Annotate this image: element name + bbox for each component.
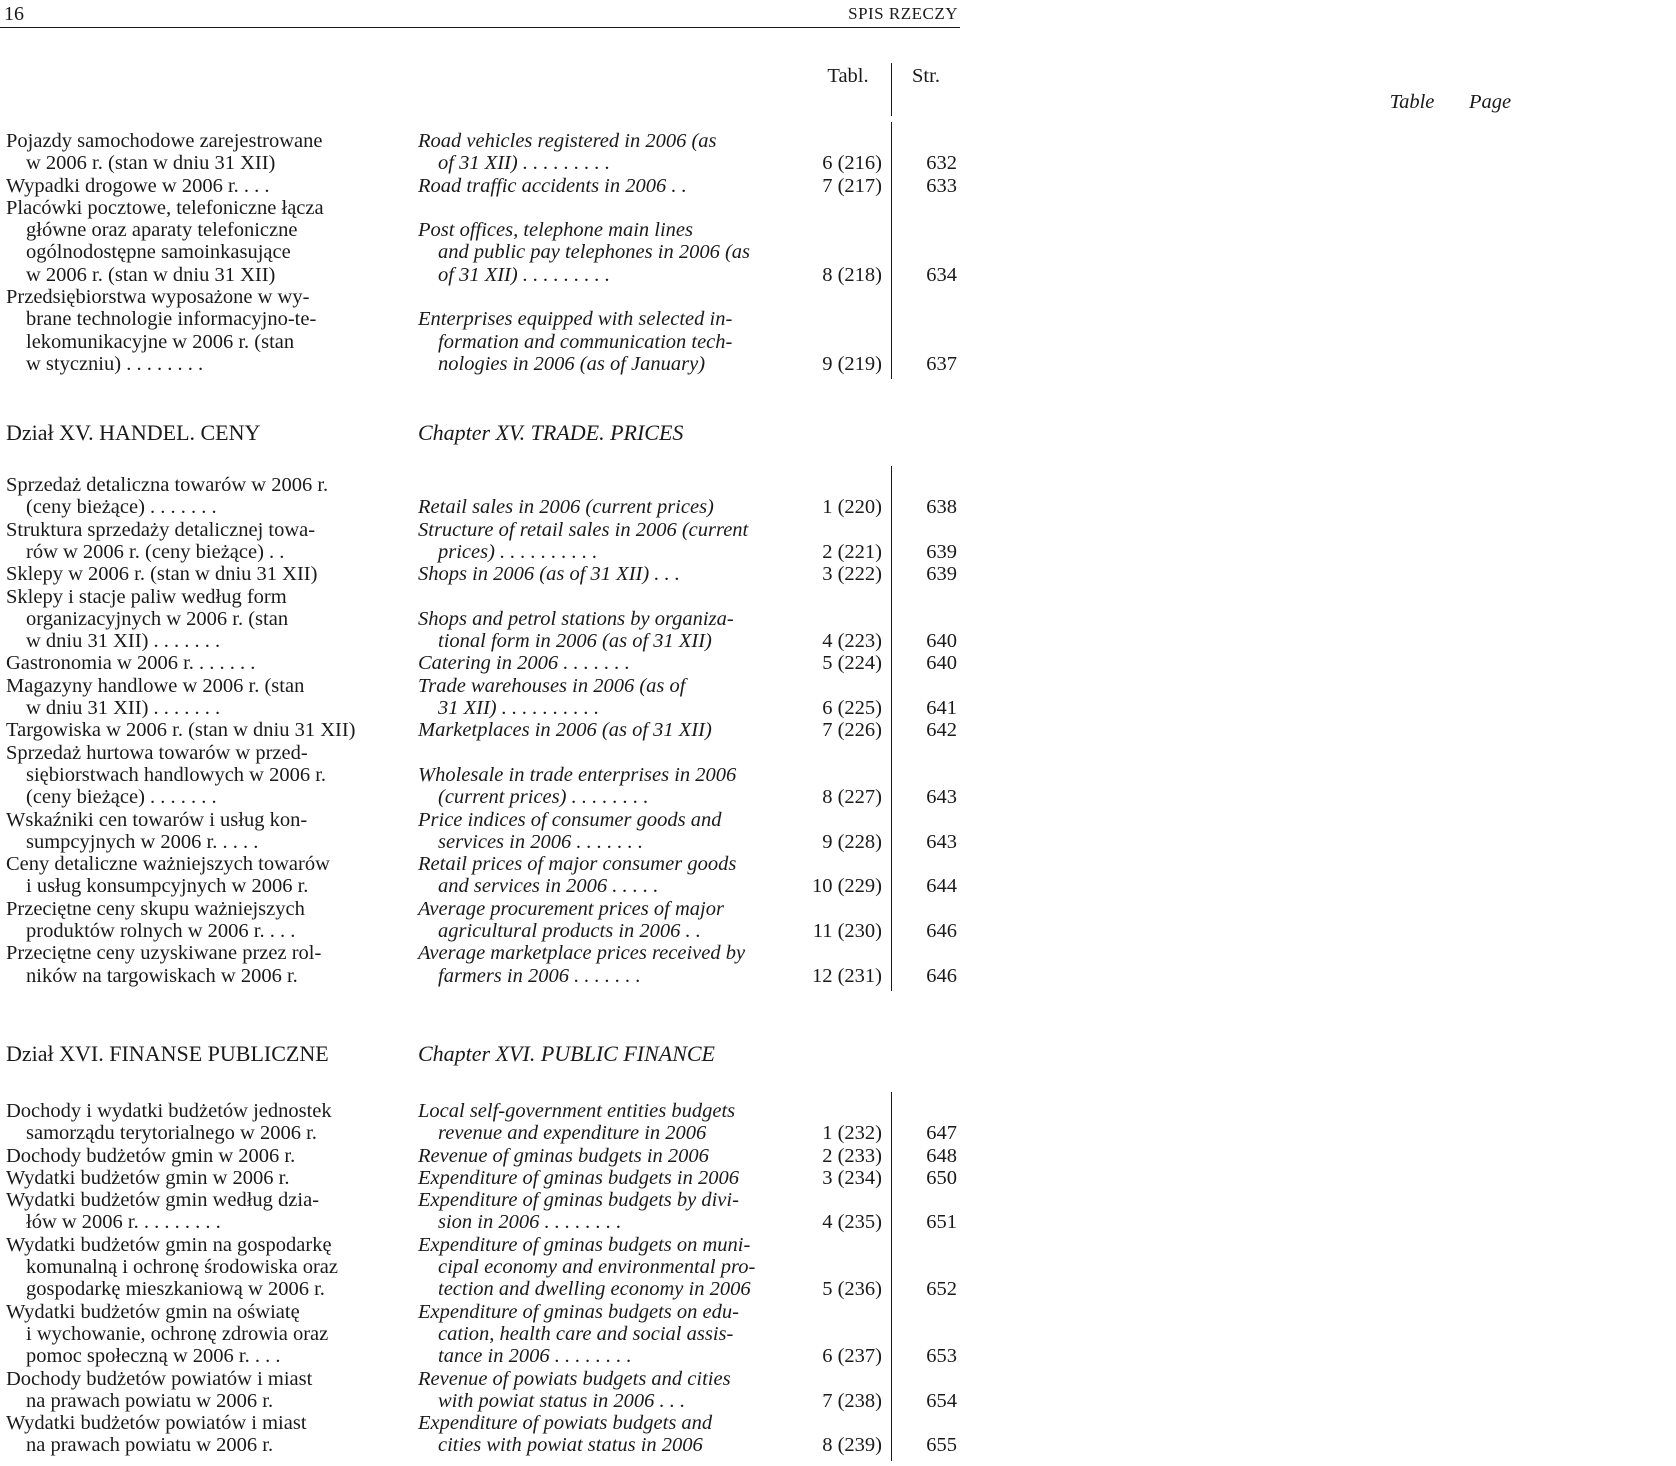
entry-title-en <box>418 809 790 854</box>
entry-title-pl <box>6 1234 376 1301</box>
table-heading-en: Table <box>1389 91 1435 113</box>
section-title-pl: Dział XV. HANDEL. CENY <box>6 420 261 445</box>
entry-title-en-line: Road vehicles registered in 2006 (as <box>418 130 717 152</box>
entry-title-en-line: Enterprises equipped with selected in- <box>418 308 733 331</box>
entry-title-en-line: 31 XII) . . . . . . . . . . <box>438 696 600 719</box>
entry-title-en <box>418 586 790 653</box>
entry-title-pl-line: ników na targowiskach w 2006 r. <box>26 964 298 987</box>
entry-title-pl <box>6 1301 376 1368</box>
entry-title-pl-line: i usług konsumpcyjnych w 2006 r. <box>26 875 309 898</box>
entry-title-pl <box>6 586 376 653</box>
entry-title-pl-line: Magazyny handlowe w 2006 r. (stan <box>6 674 305 697</box>
entry-title-en <box>418 675 790 720</box>
running-title: SPIS RZECZY <box>848 4 958 23</box>
entry-title-en-line: Average procurement prices of major <box>418 897 724 920</box>
page-reference: 650 <box>926 1166 957 1189</box>
table-number: 8 (218) <box>822 263 882 286</box>
entry-title-pl-line: samorządu terytorialnego w 2006 r. <box>26 1122 317 1145</box>
entry-title-en <box>418 197 790 286</box>
entry-title-pl-line: Targowiska w 2006 r. (stan w dniu 31 XII) <box>6 719 356 742</box>
entry-title-en-line: and services in 2006 . . . . . <box>438 875 659 898</box>
entry-title-en-line: Marketplaces in 2006 (as of 31 XII) <box>418 719 712 742</box>
entry-title-en-line: services in 2006 . . . . . . . <box>438 830 643 853</box>
page-reference: 643 <box>926 786 957 809</box>
entry-title-en <box>418 1189 790 1234</box>
page-reference: 634 <box>926 263 957 286</box>
entry-title-pl-line: Przedsiębiorstwa wyposażone w wy- <box>6 286 310 309</box>
entry-title-en-line: Trade warehouses in 2006 (as of <box>418 674 686 697</box>
toc-entry[interactable] <box>0 1189 960 1234</box>
entry-title-pl-line: w styczniu) . . . . . . . . <box>26 352 204 375</box>
page-reference: 647 <box>926 1122 957 1145</box>
entry-title-en-line <box>418 286 790 308</box>
entry-title-en-line: Average marketplace prices received by <box>418 942 746 965</box>
entry-title-en-line: Retail prices of major consumer goods <box>418 853 737 876</box>
entry-title-en <box>418 853 790 898</box>
entry-title-en-line: Local self-government entities budgets <box>418 1100 736 1122</box>
entry-title-pl <box>6 742 376 809</box>
entry-title-en-line: Road traffic accidents in 2006 . . <box>418 174 687 197</box>
entry-title-pl-line: Sprzedaż hurtowa towarów w przed- <box>6 741 308 764</box>
page-reference: 646 <box>926 964 957 987</box>
column-divider <box>891 63 892 116</box>
entry-title-en <box>418 175 790 197</box>
entry-title-en <box>418 652 790 674</box>
entry-title-en <box>418 1145 790 1167</box>
entry-title-en-line: sion in 2006 . . . . . . . . <box>438 1211 622 1234</box>
table-heading-pl: Tabl. <box>827 65 869 87</box>
entry-title-pl-line: lekomunikacyjne w 2006 r. (stan <box>26 330 295 353</box>
entry-title-pl <box>6 719 376 741</box>
entry-title-en-line: Post offices, telephone main lines <box>418 219 693 242</box>
table-number: 1 (220) <box>822 496 882 519</box>
table-number: 6 (216) <box>822 152 882 175</box>
entry-title-en-line: tance in 2006 . . . . . . . . <box>438 1345 632 1368</box>
table-number: 8 (239) <box>822 1434 882 1457</box>
entry-title-pl-line: Pojazdy samochodowe zarejestrowane <box>6 130 323 152</box>
entry-title-pl-line: Struktura sprzedaży detalicznej towa- <box>6 518 316 541</box>
column-divider <box>891 122 892 379</box>
page-reference: 651 <box>926 1211 957 1234</box>
table-number: 3 (234) <box>822 1166 882 1189</box>
entry-title-pl-line: rów w 2006 r. (ceny bieżące) . . <box>26 540 285 563</box>
entry-title-pl <box>6 474 376 519</box>
entry-title-en-line: farmers in 2006 . . . . . . . <box>438 964 641 987</box>
entry-title-pl-line: Gastronomia w 2006 r. . . . . . . <box>6 652 256 675</box>
entry-title-en-line: Revenue of powiats budgets and cities <box>418 1367 731 1390</box>
table-number: 7 (226) <box>822 719 882 742</box>
toc-entry[interactable] <box>0 286 960 375</box>
entry-title-pl <box>6 1100 376 1145</box>
page-reference: 640 <box>926 652 957 675</box>
entry-title-en-line: Shops in 2006 (as of 31 XII) . . . <box>418 563 680 586</box>
entry-title-pl-line: łów w 2006 r. . . . . . . . . <box>26 1211 221 1234</box>
entry-title-pl-line: Sklepy i stacje paliw według form <box>6 585 287 608</box>
page-heading-pl: Str. <box>912 65 940 87</box>
entry-title-pl-line: Sklepy w 2006 r. (stan w dniu 31 XII) <box>6 563 318 586</box>
entry-title-pl-line: komunalną i ochronę środowiska oraz <box>26 1256 338 1279</box>
table-number: 8 (227) <box>822 786 882 809</box>
entry-title-en-line: Structure of retail sales in 2006 (current <box>418 518 749 541</box>
entry-title-pl <box>6 652 376 674</box>
page-reference: 644 <box>926 875 957 898</box>
table-number: 5 (236) <box>822 1278 882 1301</box>
toc-entry[interactable] <box>0 898 960 943</box>
entry-title-pl-line: na prawach powiatu w 2006 r. <box>26 1389 274 1412</box>
page-reference: 648 <box>926 1144 957 1167</box>
entry-title-en-line <box>418 474 790 496</box>
toc-entry[interactable] <box>0 586 960 653</box>
section-title-en: Chapter XVI. PUBLIC FINANCE <box>418 1041 715 1066</box>
page-reference: 653 <box>926 1345 957 1368</box>
entry-title-en-line: cities with powiat status in 2006 <box>438 1434 703 1457</box>
page-reference: 641 <box>926 696 957 719</box>
entry-title-pl <box>6 1167 376 1189</box>
entry-title-en-line: Expenditure of gminas budgets in 2006 <box>418 1166 739 1189</box>
toc-entry[interactable] <box>0 1167 960 1189</box>
section-title-pl: Dział XVI. FINANSE PUBLICZNE <box>6 1041 329 1066</box>
entry-title-pl-line: Przeciętne ceny uzyskiwane przez rol- <box>6 942 322 965</box>
entry-title-pl-line: Wskaźniki cen towarów i usług kon- <box>6 808 308 831</box>
entry-title-en-line: with powiat status in 2006 . . . <box>438 1389 686 1412</box>
entry-title-en-line: Catering in 2006 . . . . . . . <box>418 652 630 675</box>
entry-title-en-line: Retail sales in 2006 (current prices) <box>418 496 714 519</box>
entry-title-en-line <box>418 197 790 219</box>
entry-title-pl <box>6 942 376 987</box>
entry-title-pl-line: w 2006 r. (stan w dniu 31 XII) <box>26 263 276 286</box>
entry-title-pl <box>6 286 376 375</box>
table-number: 3 (222) <box>822 563 882 586</box>
entry-title-pl-line: sumpcyjnych w 2006 r. . . . . <box>26 830 259 853</box>
entry-title-pl-line: w 2006 r. (stan w dniu 31 XII) <box>26 152 276 175</box>
entry-title-en-line: Expenditure of gminas budgets on edu- <box>418 1300 739 1323</box>
page-reference: 643 <box>926 830 957 853</box>
entry-title-pl-line: Wydatki budżetów gmin na oświatę <box>6 1300 300 1323</box>
entry-title-en-line: cation, health care and social assis- <box>438 1322 734 1345</box>
entry-title-pl-line: w dniu 31 XII) . . . . . . . <box>26 696 221 719</box>
entry-title-en-line: Price indices of consumer goods and <box>418 808 722 831</box>
entry-title-pl-line: Przeciętne ceny skupu ważniejszych <box>6 897 305 920</box>
entry-title-pl-line: pomoc społeczną w 2006 r. . . . <box>26 1345 281 1368</box>
entry-title-pl <box>6 809 376 854</box>
page-heading-en: Page <box>1468 91 1512 113</box>
entry-title-en-line: Wholesale in trade enterprises in 2006 <box>418 763 737 786</box>
page-reference: 646 <box>926 919 957 942</box>
table-number: 7 (238) <box>822 1389 882 1412</box>
entry-title-en <box>418 1301 790 1368</box>
table-number: 6 (237) <box>822 1345 882 1368</box>
entry-title-en <box>418 1100 790 1145</box>
table-number: 2 (221) <box>822 540 882 563</box>
entry-title-pl-line: Wydatki budżetów powiatów i miast <box>6 1412 307 1435</box>
entry-title-en <box>418 898 790 943</box>
column-headings <box>0 63 1512 113</box>
entry-title-pl-line: brane technologie informacyjno-te- <box>26 308 317 331</box>
toc-entry[interactable] <box>0 809 960 854</box>
entry-title-en <box>418 719 790 741</box>
toc-entry[interactable] <box>0 1368 960 1413</box>
table-number: 10 (229) <box>811 875 882 898</box>
entry-title-pl <box>6 175 376 197</box>
toc-entry[interactable] <box>0 942 960 987</box>
entry-title-pl-line: Sprzedaż detaliczna towarów w 2006 r. <box>6 474 329 496</box>
entry-title-pl-line: Wydatki budżetów gmin na gospodarkę <box>6 1233 332 1256</box>
entry-title-pl <box>6 563 376 585</box>
entry-title-en <box>418 942 790 987</box>
entry-title-en-line: Expenditure of powiats budgets and <box>418 1412 713 1435</box>
entry-title-en-line: of 31 XII) . . . . . . . . . <box>438 152 610 175</box>
page-number: 16 <box>4 3 24 25</box>
page-reference: 654 <box>926 1389 957 1412</box>
entry-title-en-line: agricultural products in 2006 . . <box>438 919 701 942</box>
page-reference: 632 <box>926 152 957 175</box>
table-number: 6 (225) <box>822 696 882 719</box>
entry-title-pl-line: siębiorstwach handlowych w 2006 r. <box>26 763 327 786</box>
entry-title-en-line: formation and communication tech- <box>438 330 733 353</box>
entry-title-pl <box>6 1189 376 1234</box>
entry-title-en <box>418 742 790 809</box>
entry-title-en <box>418 130 790 175</box>
entry-title-pl-line: produktów rolnych w 2006 r. . . . <box>26 919 296 942</box>
toc-entry[interactable] <box>0 1234 960 1301</box>
entry-title-pl <box>6 1145 376 1167</box>
entry-title-en <box>418 1368 790 1413</box>
toc-entry[interactable] <box>0 519 960 564</box>
table-number: 4 (235) <box>822 1211 882 1234</box>
column-divider <box>891 1092 892 1461</box>
table-number: 1 (232) <box>822 1122 882 1145</box>
page-reference: 652 <box>926 1278 957 1301</box>
entry-title-en <box>418 519 790 564</box>
entry-title-en-line: Expenditure of gminas budgets by divi- <box>418 1189 739 1212</box>
toc-entry[interactable] <box>0 175 960 197</box>
toc-entry[interactable] <box>0 1100 960 1145</box>
page-reference: 639 <box>926 563 957 586</box>
entry-title-pl-line: Wydatki budżetów gmin według dzia- <box>6 1189 320 1212</box>
entry-title-en-line: Revenue of gminas budgets in 2006 <box>418 1144 709 1167</box>
entry-title-en-line: nologies in 2006 (as of January) <box>438 352 706 375</box>
table-number: 9 (228) <box>822 830 882 853</box>
entry-title-en-line: of 31 XII) . . . . . . . . . <box>438 263 610 286</box>
entry-title-pl-line: i wychowanie, ochronę zdrowia oraz <box>26 1322 329 1345</box>
entry-title-pl-line: ogólnodostępne samoinkasujące <box>26 241 291 264</box>
entry-title-pl-line: główne oraz aparaty telefoniczne <box>26 219 298 242</box>
entry-title-en <box>418 1412 790 1457</box>
entry-title-pl-line: gospodarkę mieszkaniową w 2006 r. <box>26 1278 325 1301</box>
entry-title-en-line: and public pay telephones in 2006 (as <box>438 241 751 264</box>
toc-entry[interactable] <box>0 1301 960 1368</box>
entry-title-pl <box>6 197 376 286</box>
entry-title-pl-line: w dniu 31 XII) . . . . . . . <box>26 630 221 653</box>
column-divider <box>891 466 892 991</box>
entry-title-en <box>418 563 790 585</box>
entry-title-pl <box>6 519 376 564</box>
page-reference: 638 <box>926 496 957 519</box>
toc-entry[interactable] <box>0 675 960 720</box>
entry-title-en-line: Expenditure of gminas budgets on muni- <box>418 1233 751 1256</box>
entry-title-en <box>418 474 790 519</box>
entry-title-pl <box>6 898 376 943</box>
entry-title-en-line: tection and dwelling economy in 2006 <box>438 1278 751 1301</box>
section-title-en: Chapter XV. TRADE. PRICES <box>418 420 684 445</box>
page-reference: 637 <box>926 352 957 375</box>
entry-title-en-line <box>418 586 790 608</box>
table-number: 7 (217) <box>822 174 882 197</box>
page-header <box>0 0 960 30</box>
toc-entry[interactable] <box>0 474 960 519</box>
table-number: 9 (219) <box>822 352 882 375</box>
entry-title-pl-line: organizacyjnych w 2006 r. (stan <box>26 607 289 630</box>
table-number: 11 (230) <box>812 919 882 942</box>
toc-entry[interactable] <box>0 652 960 674</box>
entry-title-pl <box>6 130 376 175</box>
entry-title-en-line: Shops and petrol stations by organiza- <box>418 607 734 630</box>
toc-entry[interactable] <box>0 130 960 175</box>
entry-title-pl-line: Wydatki budżetów gmin w 2006 r. <box>6 1166 290 1189</box>
page-reference: 640 <box>926 630 957 653</box>
page-reference: 639 <box>926 540 957 563</box>
toc-entry[interactable] <box>0 742 960 809</box>
table-number: 4 (223) <box>822 630 882 653</box>
toc-entry[interactable] <box>0 197 960 286</box>
entry-title-pl <box>6 1412 376 1457</box>
entry-title-en-line <box>418 742 790 764</box>
entry-title-pl-line: Wypadki drogowe w 2006 r. . . . <box>6 174 270 197</box>
entry-title-en <box>418 1167 790 1189</box>
entry-title-en-line: tional form in 2006 (as of 31 XII) <box>438 630 712 653</box>
page-reference: 655 <box>926 1434 957 1457</box>
entry-title-pl-line: na prawach powiatu w 2006 r. <box>26 1434 274 1457</box>
entry-title-pl-line: Dochody budżetów gmin w 2006 r. <box>6 1144 296 1167</box>
toc-entry[interactable] <box>0 563 960 585</box>
toc-entry[interactable] <box>0 1145 960 1167</box>
toc-entry[interactable] <box>0 719 960 741</box>
entry-title-en-line: cipal economy and environmental pro- <box>438 1256 756 1279</box>
entry-title-pl-line: (ceny bieżące) . . . . . . . <box>26 786 217 809</box>
page-reference: 642 <box>926 719 957 742</box>
entry-title-en-line: (current prices) . . . . . . . . <box>438 786 649 809</box>
entry-title-en <box>418 286 790 375</box>
entry-title-en-line: revenue and expenditure in 2006 <box>438 1122 707 1145</box>
entry-title-pl <box>6 853 376 898</box>
entry-title-pl-line: (ceny bieżące) . . . . . . . <box>26 496 217 519</box>
header-rule <box>0 27 960 28</box>
page-reference: 633 <box>926 174 957 197</box>
entry-title-pl-line: Placówki pocztowe, telefoniczne łącza <box>6 196 324 219</box>
entry-title-en <box>418 1234 790 1301</box>
toc-entry[interactable] <box>0 1412 960 1457</box>
toc-entry[interactable] <box>0 853 960 898</box>
entry-title-pl <box>6 675 376 720</box>
entry-title-en-line: prices) . . . . . . . . . . <box>438 540 598 563</box>
table-number: 12 (231) <box>811 964 882 987</box>
table-number: 2 (233) <box>822 1144 882 1167</box>
table-number: 5 (224) <box>822 652 882 675</box>
entry-title-pl-line: Dochody budżetów powiatów i miast <box>6 1367 313 1390</box>
entry-title-pl <box>6 1368 376 1413</box>
entry-title-pl-line: Dochody i wydatki budżetów jednostek <box>6 1100 332 1122</box>
entry-title-pl-line: Ceny detaliczne ważniejszych towarów <box>6 853 330 876</box>
